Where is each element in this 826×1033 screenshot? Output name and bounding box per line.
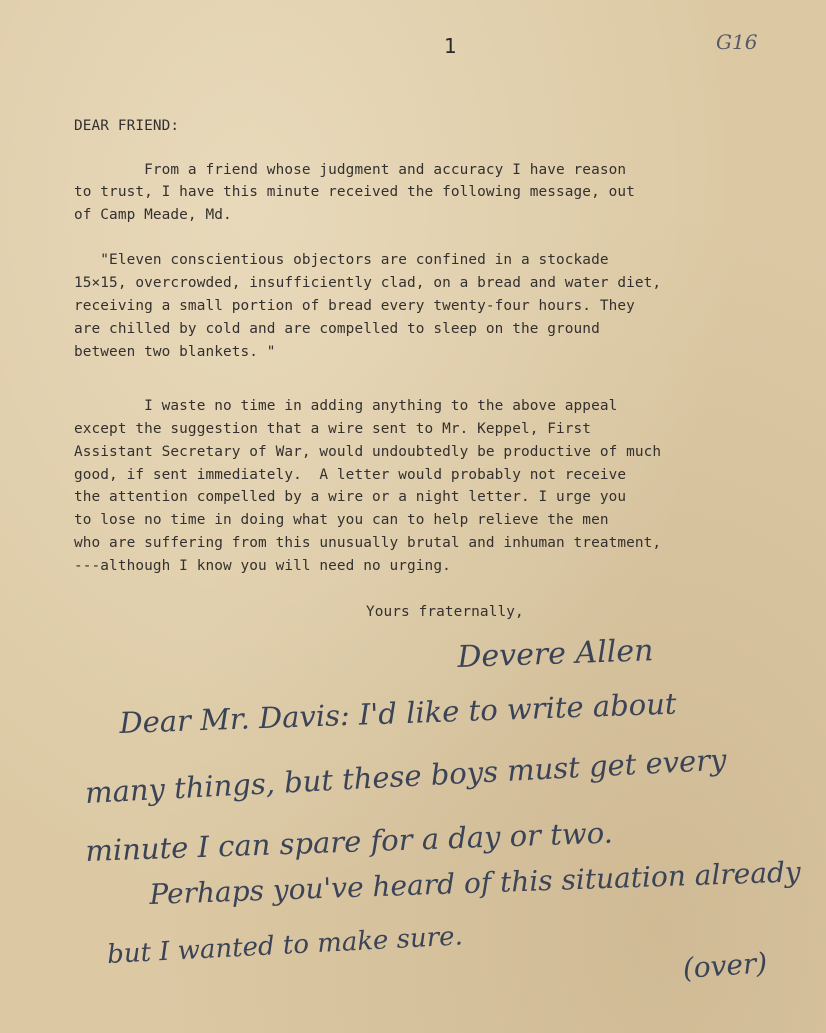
text-line: of Camp Meade, Md. — [74, 207, 232, 223]
handwritten-line: minute I can spare for a day or two. — [84, 815, 614, 868]
text-line: Assistant Secretary of War, would undoubtedly be productive of much — [74, 444, 662, 460]
text-line: are chilled by cold and are compelled to sleep on the ground — [74, 321, 600, 337]
closing: Yours fraternally, — [366, 604, 524, 620]
text-line: 15×15, overcrowded, insufficiently clad, on a bread and water diet, — [74, 275, 662, 291]
text-line: I waste no time in adding anything to the above appeal — [74, 398, 618, 414]
signature: Devere Allen — [456, 633, 654, 675]
text-line: to trust, I have this minute received the following message, out — [74, 184, 635, 200]
handwritten-line: Perhaps you've heard of this situation already — [148, 855, 802, 911]
text-line: receiving a small portion of bread every twenty-four hours. They — [74, 298, 635, 314]
text-line: between two blankets. " — [74, 344, 276, 360]
text-line: From a friend whose judgment and accuracy I have reason — [74, 162, 627, 178]
handwritten-line: many things, but these boys must get every — [84, 742, 728, 810]
text-line: ---although I know you will need no urging. — [74, 558, 451, 574]
text-line: good, if sent immediately. A letter would probably not receive — [74, 467, 627, 483]
text-line: the attention compelled by a wire or a night letter. I urge you — [74, 489, 627, 505]
text-line: to lose no time in doing what you can to help relieve the men — [74, 512, 609, 528]
text-line: who are suffering from this unusually brutal and inhuman treatment, — [74, 535, 662, 551]
text-line: "Eleven conscientious objectors are confined in a stockade — [74, 252, 609, 268]
handwritten-line: but I wanted to make sure. — [106, 921, 464, 970]
page-number: 1 — [444, 34, 457, 58]
text-line: except the suggestion that a wire sent to Mr. Keppel, First — [74, 421, 592, 437]
over-note: (over) — [681, 946, 769, 985]
archive-reference: G16 — [716, 30, 758, 54]
handwritten-line: Dear Mr. Davis: I'd like to write about — [118, 686, 678, 740]
salutation: DEAR FRIEND: — [74, 118, 180, 134]
